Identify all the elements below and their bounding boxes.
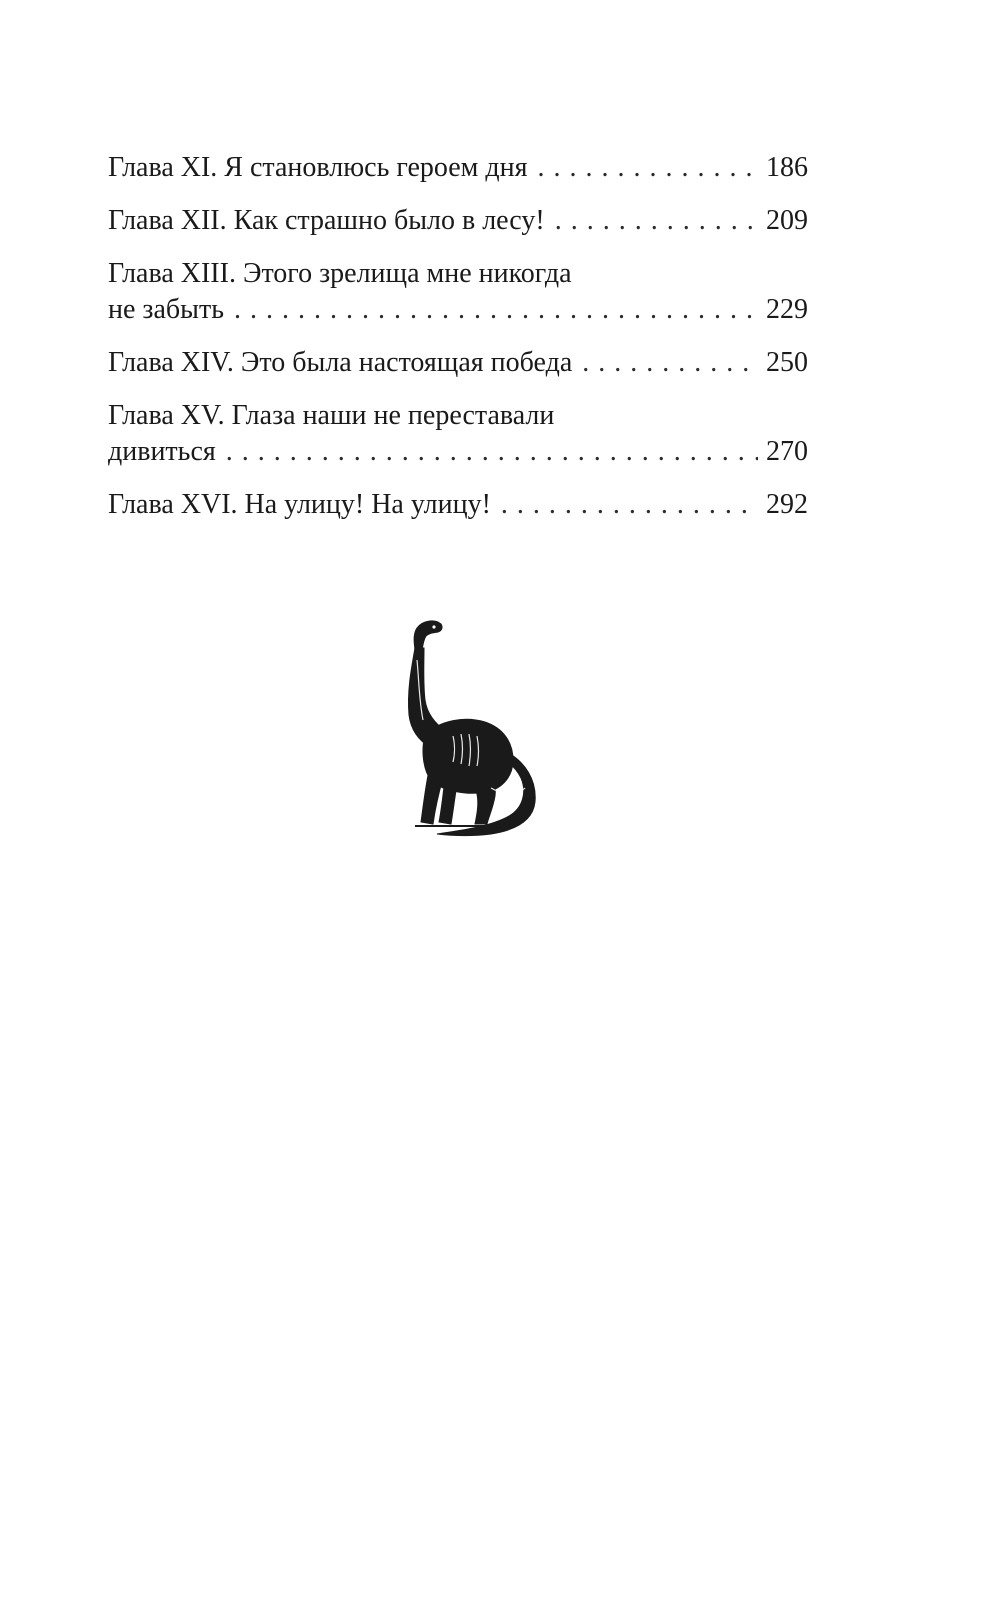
toc-line xyxy=(108,487,808,523)
toc-line xyxy=(108,398,808,434)
toc-entry-title-continuation: не забыть xyxy=(108,294,224,325)
toc-line xyxy=(108,256,808,292)
toc-line xyxy=(108,345,808,381)
toc-entry-title: Глава XVI. На улицу! На улицу! xyxy=(108,489,491,520)
toc-entry-page-number: 209 xyxy=(766,205,808,236)
toc-entry-title: Глава XII. Как страшно было в лесу! xyxy=(108,205,545,236)
toc-entry-title: Глава XIV. Это была настоящая победа xyxy=(108,347,573,378)
toc-entry-title-continuation: дивиться xyxy=(108,436,216,467)
toc-entry-chapter-16[interactable] xyxy=(108,487,808,523)
toc-entry-page-number: 292 xyxy=(766,489,808,520)
dot-leader xyxy=(234,292,758,328)
dot-leader xyxy=(501,487,758,523)
brachiosaurus-icon xyxy=(395,620,545,870)
dot-leader xyxy=(555,203,758,239)
toc-entry-chapter-11[interactable] xyxy=(108,150,808,186)
toc-line xyxy=(108,292,808,328)
toc-entry-chapter-15[interactable] xyxy=(108,398,808,470)
toc-entry-page-number: 250 xyxy=(766,347,808,378)
toc-entry-title: Глава XI. Я становлюсь героем дня xyxy=(108,152,528,183)
toc-line xyxy=(108,150,808,186)
dot-leader xyxy=(226,434,758,470)
toc-line xyxy=(108,203,808,239)
toc-entry-chapter-14[interactable] xyxy=(108,345,808,381)
toc-entry-page-number: 186 xyxy=(766,152,808,183)
toc-entry-title: Глава XIII. Этого зрелища мне никогда xyxy=(108,258,572,289)
toc-entry-page-number: 270 xyxy=(766,436,808,467)
toc-entry-title: Глава XV. Глаза наши не переставали xyxy=(108,400,555,431)
toc-entry-chapter-12[interactable] xyxy=(108,203,808,239)
toc-entry-chapter-13[interactable] xyxy=(108,256,808,328)
toc-entry-page-number: 229 xyxy=(766,294,808,325)
dot-leader xyxy=(582,345,758,381)
dot-leader xyxy=(537,150,758,186)
toc-line xyxy=(108,434,808,470)
table-of-contents xyxy=(108,150,808,540)
